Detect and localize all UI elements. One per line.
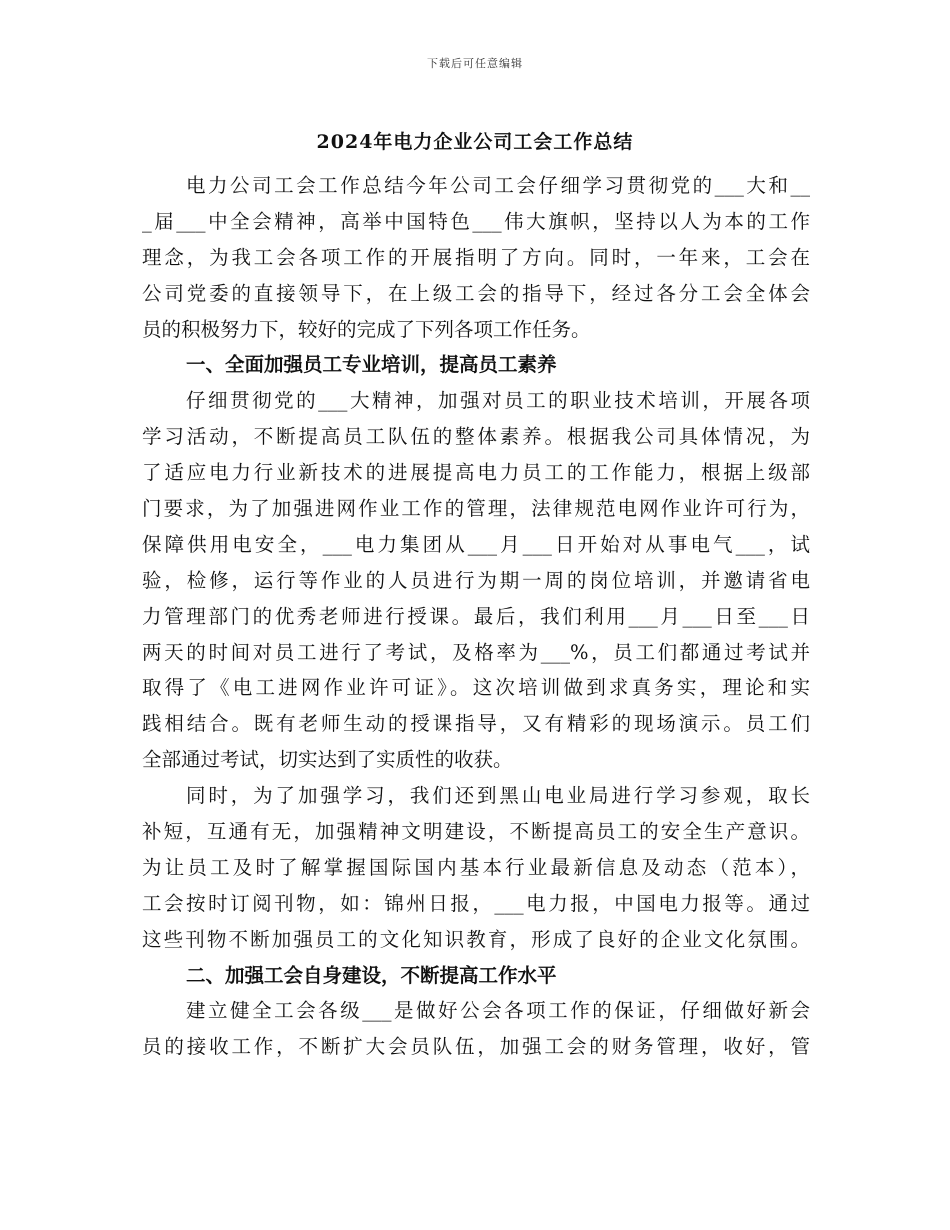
paragraph-line: 门要求，为了加强进网作业工作的管理，法律规范电网作业许可行为， xyxy=(142,497,810,521)
paragraph-line: 建立健全工会各级___是做好公会各项工作的保证，仔细做好新会 xyxy=(186,999,810,1023)
paragraph-line: 工会按时订阅刊物，如：锦州日报，___电力报，中国电力报等。通过 xyxy=(142,891,810,915)
paragraph-line: 验，检修，运行等作业的人员进行为期一周的岗位培训，并邀请省电 xyxy=(142,568,810,592)
paragraph-line: 全部通过考试，切实达到了实质性的收获。 xyxy=(142,748,513,772)
paragraph-line: 力管理部门的优秀老师进行授课。最后，我们利用___月___日至___日 xyxy=(142,604,810,628)
document-title: 2024年电力企业公司工会工作总结 xyxy=(316,131,634,153)
paragraph-line: 这些刊物不断加强员工的文化知识教育，形成了良好的企业文化氛围。 xyxy=(142,927,810,951)
page-header: 下载后可任意编辑 xyxy=(427,57,523,70)
paragraph-line: 践相结合。既有老师生动的授课指导，又有精彩的现场演示。员工们 xyxy=(142,712,810,736)
paragraph-line: 员的积极努力下，较好的完成了下列各项工作任务。 xyxy=(142,317,591,341)
paragraph-line: 仔细贯彻党的___大精神，加强对员工的职业技术培训，开展各项 xyxy=(186,389,810,413)
document-body xyxy=(142,168,810,1065)
paragraph-line: 两天的时间对员工进行了考试，及格率为___%，员工们都通过考试并 xyxy=(142,640,810,664)
paragraph-line: 员的接收工作，不断扩大会员队伍，加强工会的财务管理，收好，管 xyxy=(142,1035,810,1059)
paragraph-line: 理念，为我工会各项工作的开展指明了方向。同时，一年来，工会在 xyxy=(142,245,810,269)
section-heading: 二、加强工会自身建设，不断提高工作水平 xyxy=(186,963,557,987)
paragraph-line: 学习活动，不断提高员工队伍的整体素养。根据我公司具体情况，为 xyxy=(142,425,810,449)
paragraph-line: 同时，为了加强学习，我们还到黑山电业局进行学习参观，取长 xyxy=(186,784,810,808)
paragraph-line: 保障供用电安全，___电力集团从___月___日开始对从事电气___，试 xyxy=(142,532,810,556)
paragraph-line: _届___中全会精神，高举中国特色___伟大旗帜，坚持以人为本的工作 xyxy=(142,209,810,233)
paragraph-line: 了适应电力行业新技术的进展提高电力员工的工作能力，根据上级部 xyxy=(142,461,810,485)
paragraph-line: 取得了《电工进网作业许可证》。这次培训做到求真务实，理论和实 xyxy=(142,676,810,700)
paragraph-line: 电力公司工会工作总结今年公司工会仔细学习贯彻党的___大和__ xyxy=(186,174,810,197)
section-heading: 一、全面加强员工专业培训，提高员工素养 xyxy=(186,353,557,377)
paragraph-line: 公司党委的直接领导下，在上级工会的指导下，经过各分工会全体会 xyxy=(142,281,810,305)
paragraph-line: 补短，互通有无，加强精神文明建设，不断提高员工的安全生产意识。 xyxy=(142,820,810,844)
paragraph-line: 为让员工及时了解掌握国际国内基本行业最新信息及动态（范本）， xyxy=(142,855,810,879)
